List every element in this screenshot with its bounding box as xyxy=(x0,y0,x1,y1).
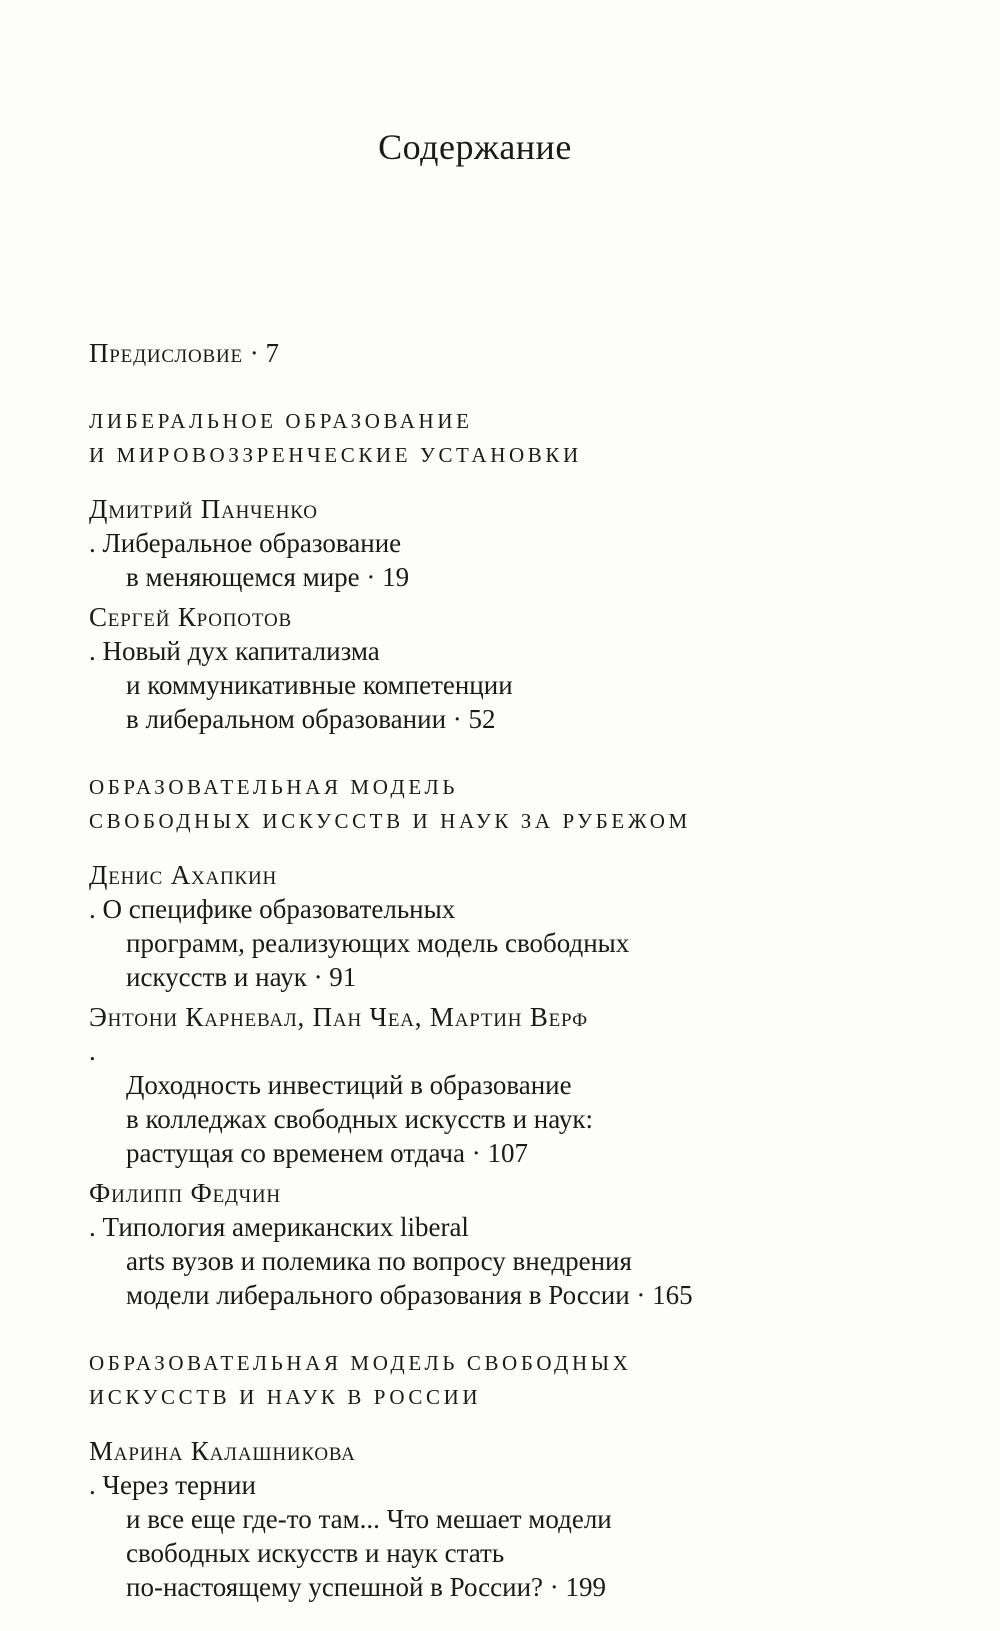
entry-title-line: в меняющемся мире · 19 xyxy=(126,562,410,592)
entry-title-line: по-настоящему успешной в России? · 199 xyxy=(126,1572,607,1602)
section-heading-2: ОБРАЗОВАТЕЛЬНАЯ МОДЕЛЬ СВОБОДНЫХ ИСКУССТВ И НАУК ЗА РУБЕЖОМ xyxy=(89,775,691,833)
entry-title-line: свободных искусств и наук стать xyxy=(126,1538,505,1568)
entry-author: Денис Ахапкин xyxy=(89,860,278,890)
entry-title-line: в колледжах свободных искусств и наук: xyxy=(126,1104,593,1134)
section-heading-1: ЛИБЕРАЛЬНОЕ ОБРАЗОВАНИЕ И МИРОВОЗЗРЕНЧЕСКИЕ УСТАНОВКИ xyxy=(89,409,582,467)
entry-title: . О специфике образовательных xyxy=(89,894,456,924)
toc-entry-preface[interactable] xyxy=(89,336,949,370)
entry-title-line: растущая со временем отдача · 107 xyxy=(126,1138,528,1168)
toc-entry[interactable] xyxy=(89,1000,949,1170)
entry-title-line: и все еще где-то там... Что мешает модели xyxy=(126,1504,612,1534)
entry-title-line: программ, реализующих модель свободных xyxy=(126,928,630,958)
entry-author: Сергей Кропотов xyxy=(89,602,292,632)
page-title: Содержание xyxy=(378,127,572,167)
entry-title-line: и коммуникативные компетенции xyxy=(126,670,513,700)
entry-title: . Типология американских liberal xyxy=(89,1212,469,1242)
toc-entry[interactable] xyxy=(89,600,949,736)
entry-author: Энтони Карневал, Пан Чеа, Мартин Верф xyxy=(89,1002,588,1032)
toc-entry[interactable] xyxy=(89,1176,949,1312)
entry-title: . xyxy=(89,1036,96,1066)
entry-title-line: в либеральном образовании · 52 xyxy=(126,704,496,734)
entry-title: . Либеральное образование xyxy=(89,528,402,558)
entry-title-line: arts вузов и полемика по вопросу внедрения xyxy=(126,1246,632,1276)
table-of-contents xyxy=(89,336,949,1604)
entry-author: Дмитрий Панченко xyxy=(89,494,318,524)
preface-page: 7 xyxy=(265,338,279,368)
preface-separator: · xyxy=(242,338,266,368)
entry-author: Марина Калашникова xyxy=(89,1436,356,1466)
entry-title-line: Доходность инвестиций в образование xyxy=(126,1070,572,1100)
entry-author: Филипп Федчин xyxy=(89,1178,281,1208)
entry-title: . Через тернии xyxy=(89,1470,256,1500)
entry-title-line: модели либерального образования в России · 165 xyxy=(126,1280,693,1310)
preface-label: Предисловие xyxy=(89,338,243,368)
entry-title: . Новый дух капитализма xyxy=(89,636,380,666)
section-heading-3: ОБРАЗОВАТЕЛЬНАЯ МОДЕЛЬ СВОБОДНЫХ ИСКУССТВ И НАУК В РОССИИ xyxy=(89,1351,632,1409)
toc-entry[interactable] xyxy=(89,1434,949,1604)
toc-entry[interactable] xyxy=(89,858,949,994)
entry-title-line: искусств и наук · 91 xyxy=(126,962,357,992)
toc-entry[interactable] xyxy=(89,492,949,594)
